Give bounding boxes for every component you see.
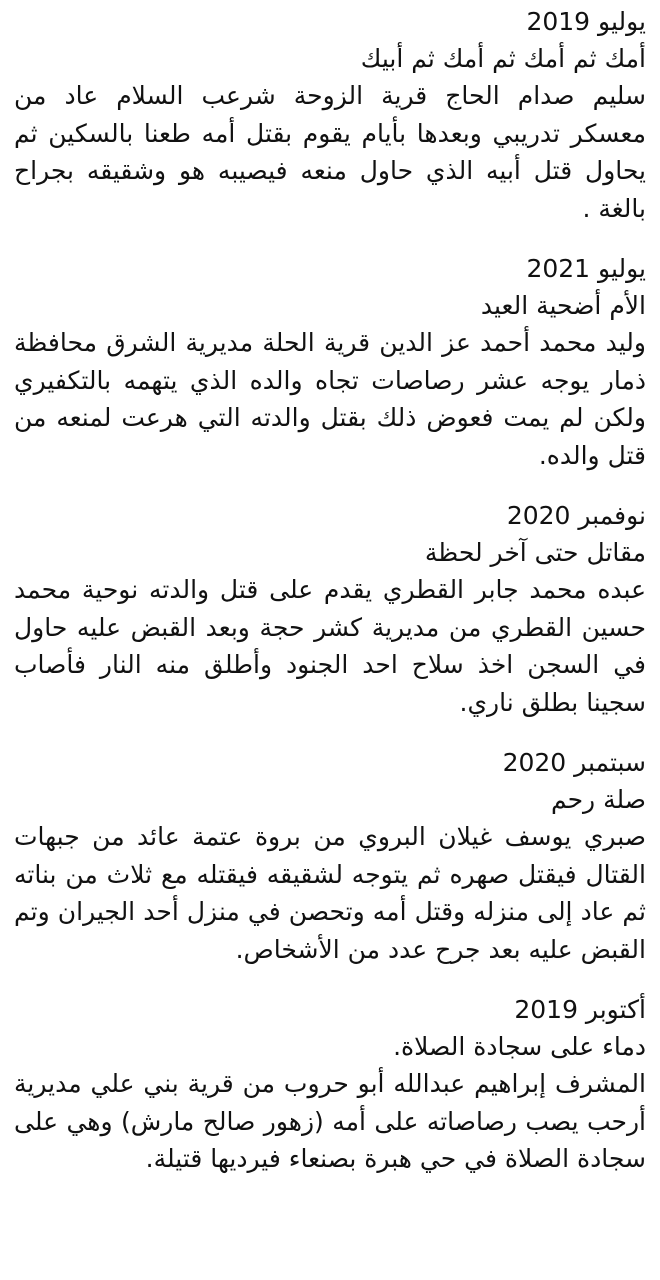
entry-body: عبده محمد جابر القطري يقدم على قتل والدته نوحية محمد حسين القطري من مديرية كشر حجة وبعد القبض عليه حاول في السجن اخذ سلاح احد الجنود وأطلق منه النار فأصاب سجينا بطلق ناري. [14,575,646,717]
entry-date: نوفمبر 2020 [506,501,646,530]
entry-date: أكتوبر 2019 [514,995,646,1024]
entry-date: سبتمبر 2020 [502,748,646,777]
entry-october-2019 [14,992,646,1178]
entry-heading: صلة رحم [550,785,646,814]
entry-september-2020 [14,745,646,968]
entry-july-2019 [14,4,646,227]
entry-heading: الأم أضحية العيد [480,291,646,320]
entry-body: صبري يوسف غيلان البروي من بروة عتمة عائد من جبهات القتال فيقتل صهره ثم يتوجه لشقيقه فيقتله مع ثلاث من بناته ثم عاد إلى منزله وقتل أمه وتحصن في منزل أحد الجيران وتم القبض عليه بعد جرح عدد من الأشخاص. [14,822,646,964]
entry-heading: مقاتل حتى آخر لحظة [424,538,646,567]
entry-july-2021 [14,251,646,474]
entry-heading: دماء على سجادة الصلاة. [393,1032,646,1061]
entry-date: يوليو 2021 [526,254,646,283]
entry-date: يوليو 2019 [526,7,646,36]
entry-november-2020 [14,498,646,721]
entry-body: وليد محمد أحمد عز الدين قرية الحلة مديرية الشرق محافظة ذمار يوجه عشر رصاصات تجاه والده الذي يتهمه بالتكفيري ولكن لم يمت فعوض ذلك بقتل والدته التي هرعت لمنعه من قتل والده. [14,328,646,470]
entry-body: المشرف إبراهيم عبدالله أبو حروب من قرية بني علي مديرية أرحب يصب رصاصاته على أمه (زهور صالح مارش) وهي على سجادة الصلاة في حي هبرة بصنعاء فيرديها قتيلة. [14,1069,646,1173]
entry-heading: أمك ثم أمك ثم أمك ثم أبيك [360,44,646,73]
entry-body: سليم صدام الحاج قرية الزوحة شرعب السلام عاد من معسكر تدريبي وبعدها بأيام يقوم بقتل أمه طعنا بالسكين ثم يحاول قتل أبيه الذي حاول منعه فيصيبه هو وشقيقه بجراح بالغة . [14,81,646,223]
